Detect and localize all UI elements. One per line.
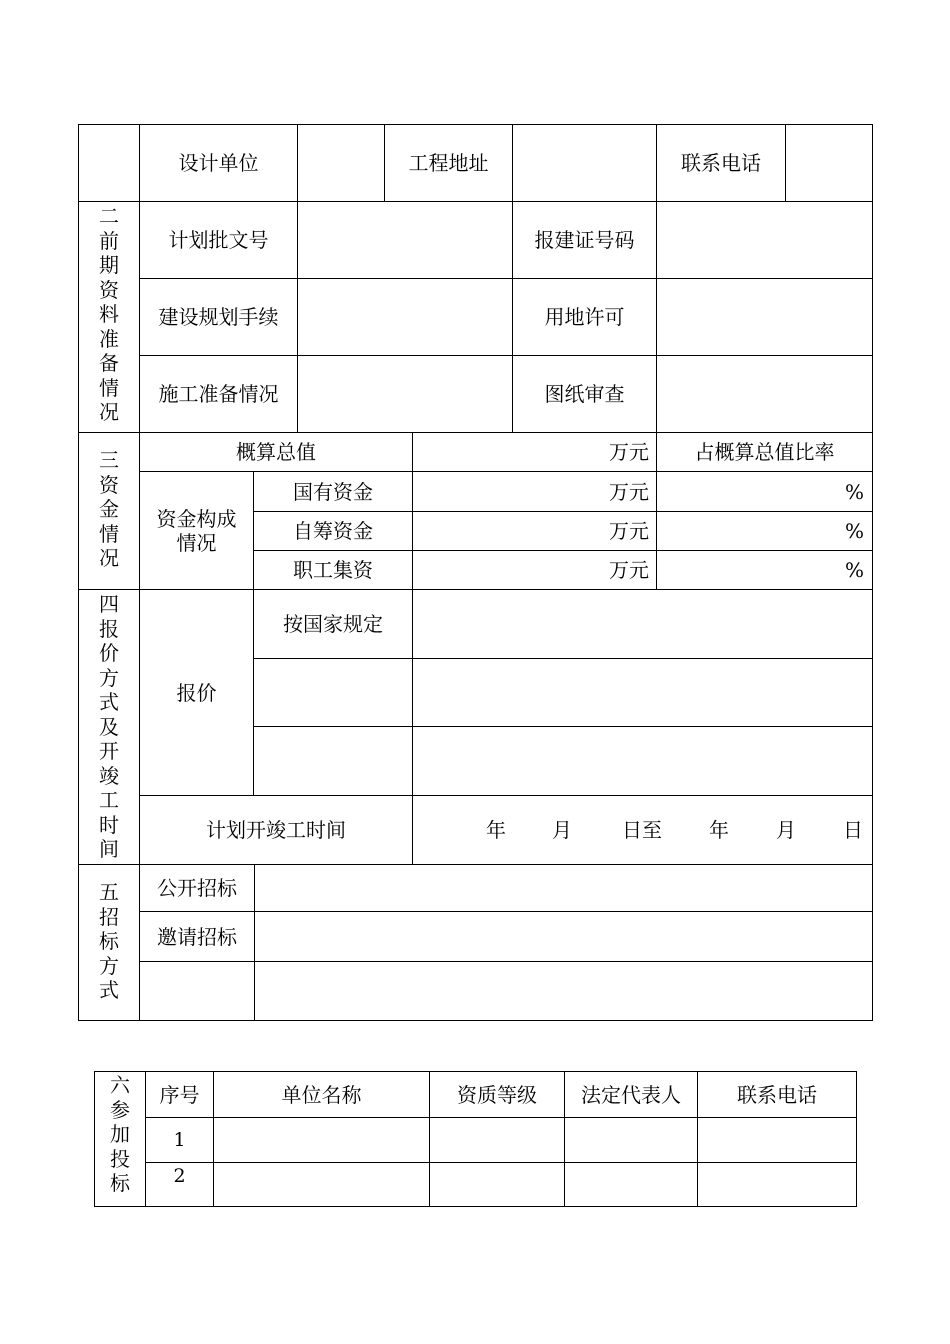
building-permit-label: 报建证号码 [534, 228, 635, 252]
composition-label: 资金构成情况 [156, 506, 237, 555]
source-percent: % [844, 479, 864, 504]
row-cell[interactable] [565, 1163, 697, 1206]
invited-bidding-field[interactable] [255, 912, 872, 961]
source-amount-unit: 万元 [609, 519, 649, 543]
construction-prep-field[interactable] [298, 356, 512, 432]
land-use-permit-field[interactable] [657, 279, 872, 355]
row-cell[interactable] [214, 1118, 429, 1162]
quote-option-value[interactable] [413, 659, 872, 726]
ratio-label: 占概算总值比率 [694, 440, 835, 464]
row-seq-1: 1 [173, 1128, 186, 1151]
budget-total-unit: 万元 [609, 440, 649, 464]
project-address-label: 工程地址 [408, 151, 489, 175]
project-address-field[interactable] [513, 125, 656, 201]
source-label: 职工集资 [293, 558, 373, 582]
col-header-legal-rep: 法定代表人 [581, 1082, 681, 1107]
source-label: 国有资金 [293, 479, 373, 504]
date-year-end: 年 [709, 818, 729, 842]
quote-option-field[interactable] [254, 727, 412, 795]
public-bidding-field[interactable] [255, 865, 872, 911]
plan-approval-label: 计划批文号 [168, 228, 269, 252]
section6-title: 六 参 加 投 标 [110, 1073, 130, 1195]
design-unit-label: 设计单位 [178, 151, 259, 175]
source-percent: % [844, 558, 864, 582]
contact-phone-field[interactable] [786, 125, 872, 201]
date-day-end: 日 [843, 818, 863, 842]
quote-option-value[interactable] [413, 727, 872, 795]
design-unit-field[interactable] [298, 125, 384, 201]
section4-title: 四 报 价 方 式 及 开 竣 工 时 间 [99, 592, 119, 861]
construction-prep-label: 施工准备情况 [158, 382, 279, 406]
quote-option-field[interactable] [254, 659, 412, 726]
row-cell[interactable] [565, 1118, 697, 1162]
other-bidding-field[interactable] [255, 962, 872, 1020]
row-cell[interactable] [698, 1163, 856, 1206]
plan-approval-field[interactable] [298, 202, 512, 278]
public-bidding-label: 公开招标 [157, 876, 237, 900]
row-cell[interactable] [430, 1163, 564, 1206]
invited-bidding-label: 邀请招标 [157, 924, 237, 949]
source-percent: % [844, 519, 864, 543]
source-amount-unit: 万元 [609, 479, 649, 504]
col-header-seq: 序号 [159, 1082, 200, 1107]
plan-time-label: 计划开竣工时间 [206, 818, 346, 842]
row-cell[interactable] [214, 1163, 429, 1206]
drawing-review-label: 图纸审查 [544, 382, 625, 406]
col-header-qualification: 资质等级 [457, 1082, 537, 1107]
row-cell[interactable] [698, 1118, 856, 1162]
source-label: 自筹资金 [293, 519, 373, 543]
col-header-contact-phone: 联系电话 [737, 1082, 817, 1107]
row-seq-2: 2 [173, 1164, 186, 1187]
date-year-start: 年 [486, 818, 506, 842]
national-rules-label: 按国家规定 [283, 612, 383, 636]
section2-title: 二 前 期 资 料 准 备 情 况 [99, 204, 119, 424]
budget-total-label: 概算总值 [236, 440, 316, 464]
national-rules-field[interactable] [413, 590, 872, 658]
section3-title: 三 资 金 情 况 [99, 448, 119, 570]
col-header-unit-name: 单位名称 [281, 1082, 362, 1107]
planning-procedures-field[interactable] [298, 279, 512, 355]
row-cell[interactable] [430, 1118, 564, 1162]
planning-procedures-label: 建设规划手续 [158, 305, 279, 329]
land-use-permit-label: 用地许可 [544, 305, 625, 329]
date-month-end: 月 [776, 818, 796, 842]
date-day-to: 日至 [622, 818, 662, 842]
date-month-start: 月 [552, 818, 572, 842]
contact-phone-label: 联系电话 [681, 151, 761, 175]
quote-label: 报价 [176, 680, 217, 705]
other-bidding-label[interactable] [140, 962, 254, 1020]
building-permit-field[interactable] [657, 202, 872, 278]
source-amount-unit: 万元 [609, 558, 649, 582]
drawing-review-field[interactable] [657, 356, 872, 432]
section5-title: 五 招 标 方 式 [99, 880, 119, 1002]
